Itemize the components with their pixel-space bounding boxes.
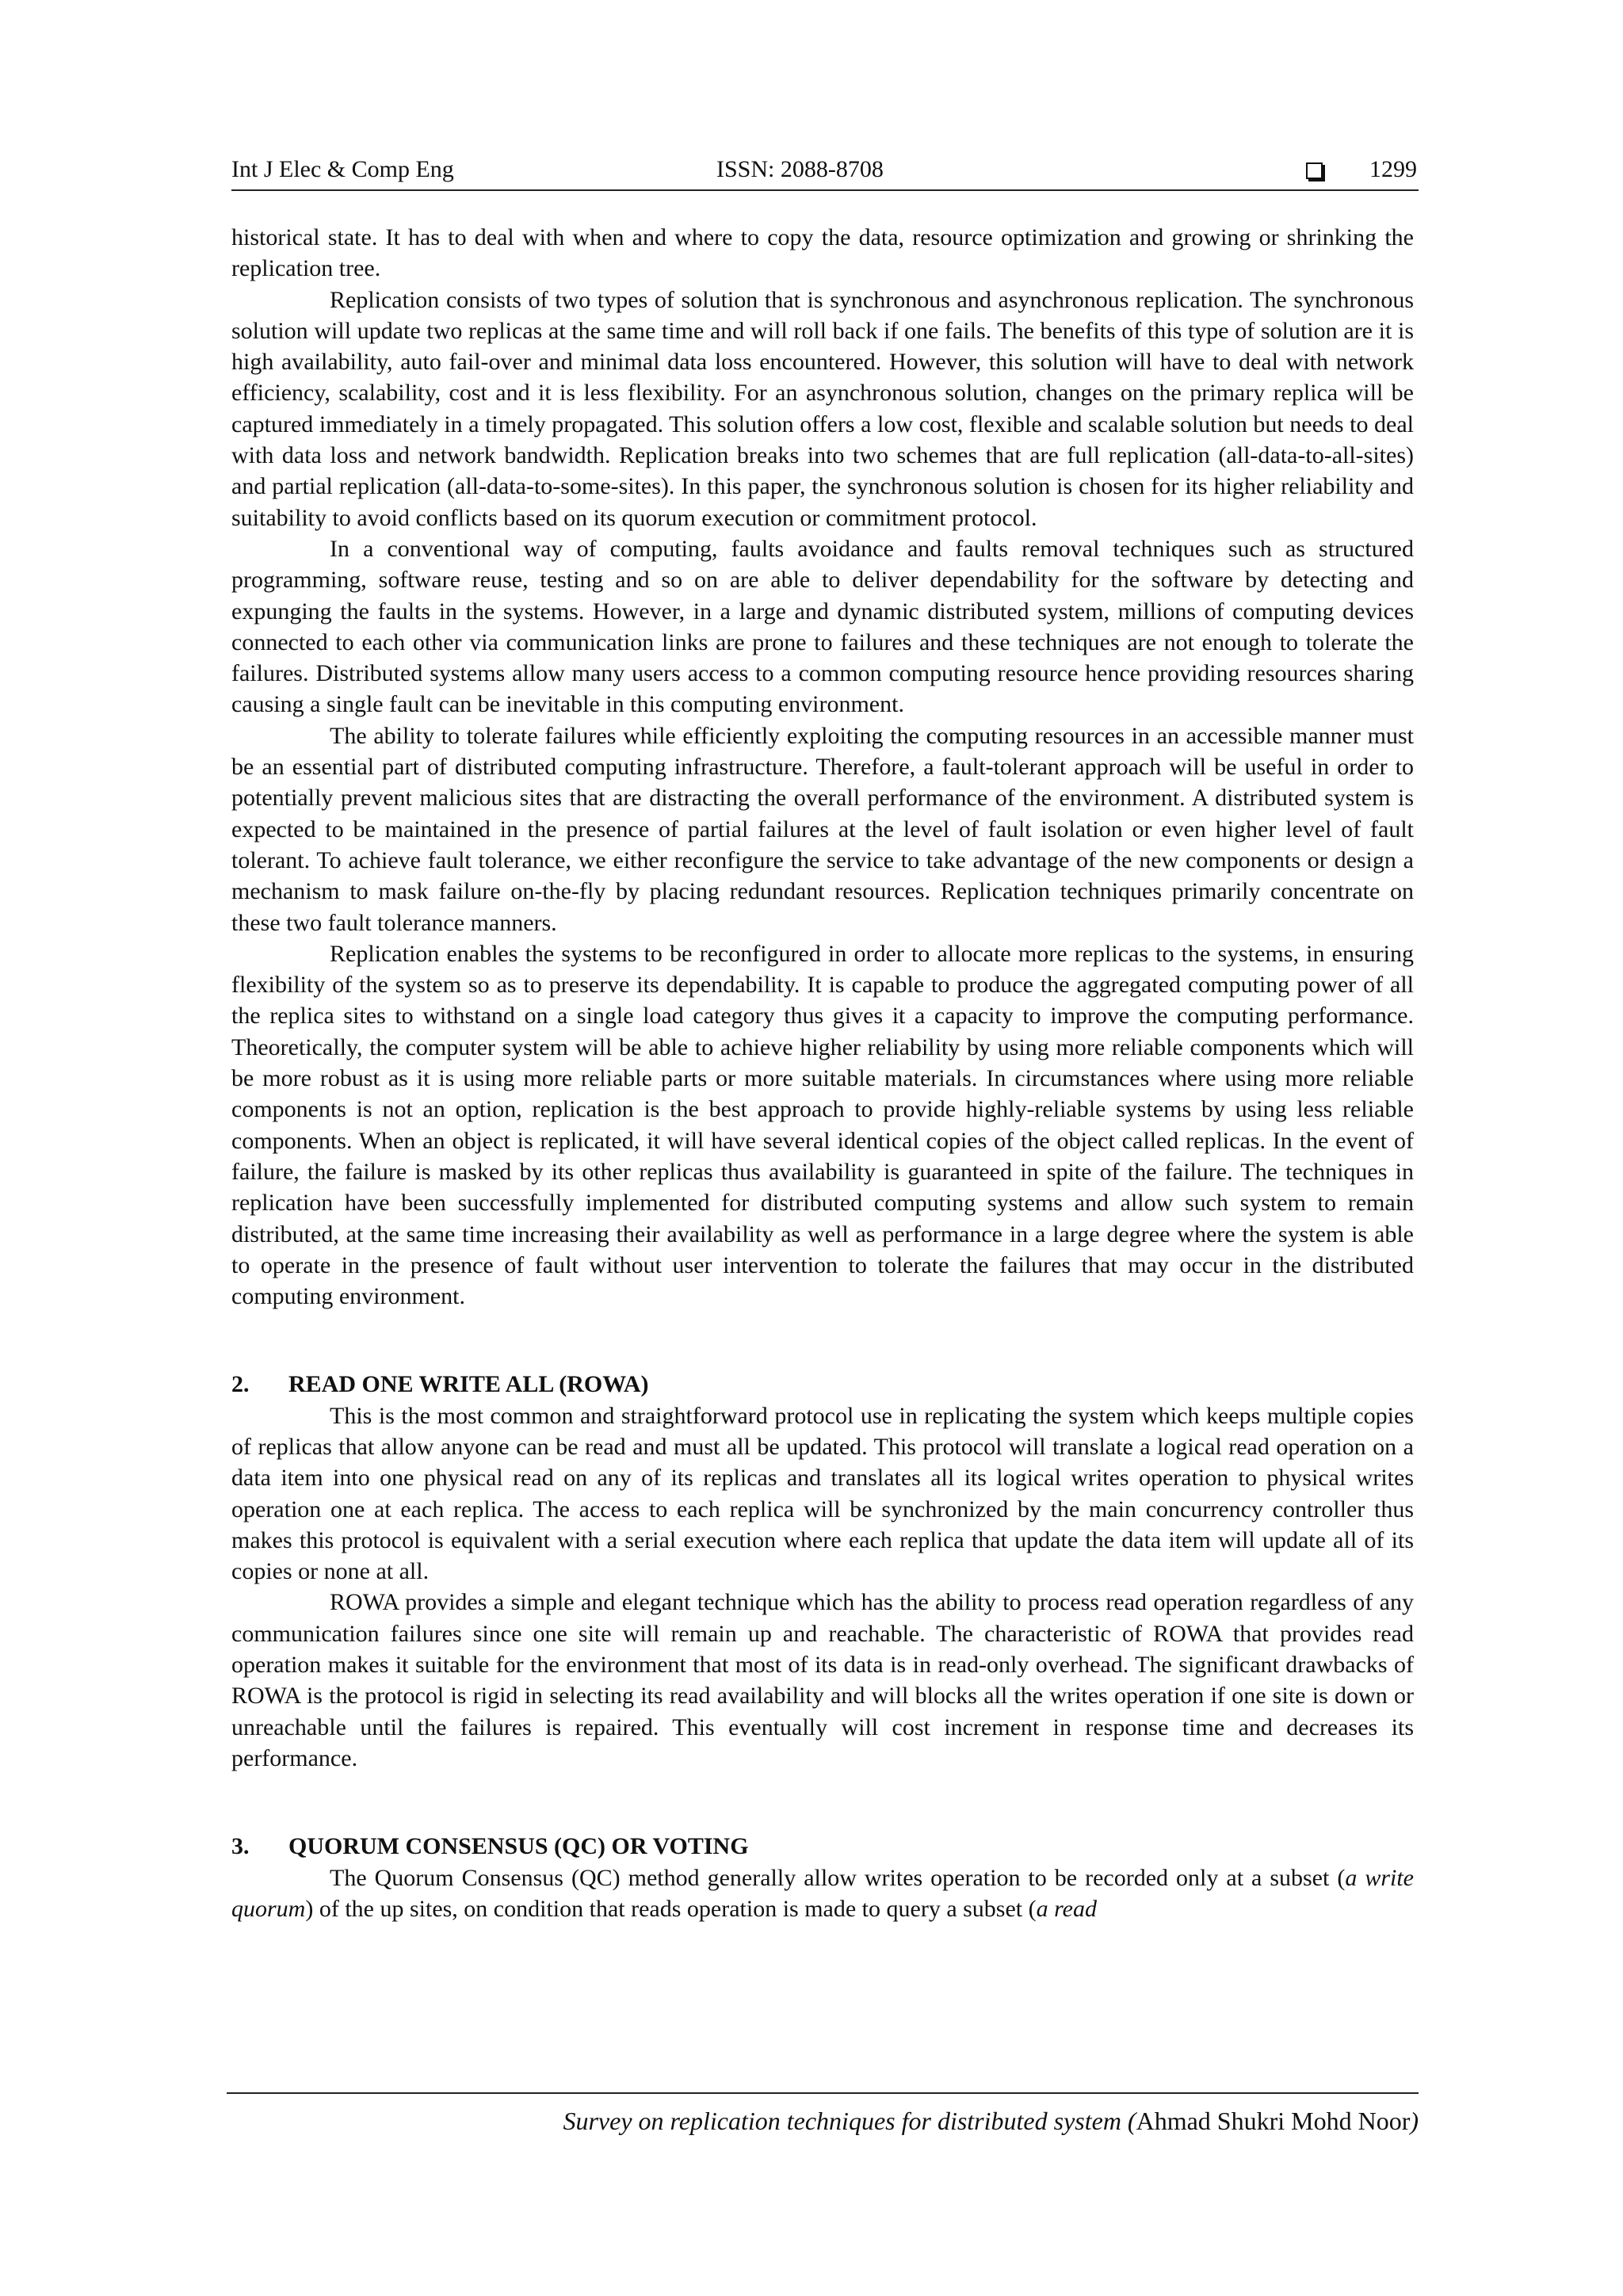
- section-title: QUORUM CONSENSUS (QC) OR VOTING: [288, 1833, 749, 1860]
- running-header: [231, 153, 1419, 191]
- paragraph: Replication enables the systems to be reconfigured in order to allocate more replicas to the systems, in ensuring flexibility of the system so as to preserve its dependability. It is capable to produce the aggregated computing power of all the replica sites to withstand on a single load category thus gives it a capacity to improve the computing performance. Theoretically, the computer system will be able to achieve higher reliability by using more reliable components which will be more robust as it is using more reliable parts or more suitable materials. In circumstances where using more reliable components is not an option, replication is the best approach to provide highly-reliable systems by using less reliable components. When an object is replicated, it will have several identical copies of the object called replicas. In the event of failure, the failure is masked by its other replicas thus availability is guaranteed in spite of the failure. The techniques in replication have been successfully implemented for distributed computing systems and allow such system to remain distributed, at the same time increasing their availability as well as performance in a large degree where the system is able to operate in the presence of fault without user intervention to tolerate the failures that may occur in the distributed computing environment.: [231, 940, 1414, 1310]
- square-box-icon: [1306, 162, 1323, 179]
- paragraph: [231, 1862, 1414, 1925]
- footer-rule: [227, 2092, 1419, 2094]
- paragraph: The ability to tolerate failures while efficiently exploiting the computing resources in an accessible manner must be an essential part of distributed computing infrastructure. Therefore, a fault-tolerant approach will be useful in order to potentially prevent malicious sites that are distracting the overall performance of the environment. A distributed system is expected to be maintained in the presence of partial failures at the level of fault isolation or even higher level of fault tolerant. To achieve fault tolerance, we either reconfigure the service to take advantage of the new components or design a mechanism to mask failure on-the-fly by placing redundant resources. Replication techniques primarily concentrate on these two fault tolerance manners.: [231, 722, 1414, 936]
- page-number: 1299: [1369, 156, 1417, 182]
- text-run: ) of the up sites, on condition that reads operation is made to query a subset (: [305, 1895, 1037, 1922]
- section-title: READ ONE WRITE ALL (ROWA): [288, 1371, 649, 1398]
- journal-name: Int J Elec & Comp Eng: [231, 156, 454, 182]
- paragraph: ROWA provides a simple and elegant technique which has the ability to process read operation regardless of any communication failures since one site will remain up and reachable. The characteristic of ROWA that provides read operation makes it suitable for the environment that most of its data is in read-only overhead. The significant drawbacks of ROWA is the protocol is rigid in selecting its read availability and will blocks all the writes operation if one site is down or unreachable until the failures is repaired. This eventually will cost increment in response time and decreases its performance.: [231, 1589, 1414, 1771]
- issn: ISSN: 2088-8708: [716, 156, 884, 182]
- paragraph: historical state. It has to deal with when and where to copy the data, resource optimization and growing or shrinking the replication tree.: [231, 224, 1414, 282]
- footer-author: Ahmad Shukri Mohd Noor: [1136, 2107, 1411, 2135]
- footer-close: ): [1410, 2107, 1419, 2135]
- section-number: 3.: [231, 1833, 250, 1860]
- section-heading-3: [231, 1831, 1414, 1862]
- footer-title: Survey on replication techniques for distributed system (: [563, 2107, 1136, 2135]
- section-heading-2: [231, 1369, 1414, 1400]
- section-number: 2.: [231, 1371, 250, 1398]
- paragraph: Replication consists of two types of solution that is synchronous and asynchronous replication. The synchronous solution will update two replicas at the same time and will roll back if one fails. The benefits of this type of solution are it is high availability, auto fail-over and minimal data loss encountered. However, this solution will have to deal with network efficiency, scalability, cost and it is less flexibility. For an asynchronous solution, changes on the primary replica will be captured immediately in a timely propagated. This solution offers a low cost, flexible and scalable solution but needs to deal with data loss and network bandwidth. Replication breaks into two schemes that are full replication (all-data-to-all-sites) and partial replication (all-data-to-some-sites). In this paper, the synchronous solution is chosen for its higher reliability and suitability to avoid conflicts based on its quorum execution or commitment protocol.: [231, 286, 1414, 531]
- italic-term: a read: [1036, 1895, 1098, 1922]
- text-run: The Quorum Consensus (QC) method generally allow writes operation to be recorded only at a subset (: [330, 1864, 1346, 1891]
- paragraph: In a conventional way of computing, faults avoidance and faults removal techniques such as structured programming, software reuse, testing and so on are able to deliver dependability for the software by detecting and expunging the faults in the systems. However, in a large and dynamic distributed system, millions of computing devices connected to each other via communication links are prone to failures and these techniques are not enough to tolerate the failures. Distributed systems allow many users access to a common computing resource hence providing resources sharing causing a single fault can be inevitable in this computing environment.: [231, 535, 1414, 718]
- paragraph: This is the most common and straightforward protocol use in replicating the system which keeps multiple copies of replicas that allow anyone can be read and must all be updated. This protocol will translate a logical read operation on a data item into one physical read on any of its replicas and translates all its logical writes operation to physical writes operation one at each replica. The access to each replica will be synchronized by the main concurrency controller thus makes this protocol is equivalent with a serial execution where each replica that update the data item will update all of its copies or none at all.: [231, 1402, 1414, 1585]
- body-text: [231, 222, 1414, 1924]
- italic-term: a write quorum: [231, 1864, 1414, 1922]
- running-footer: [563, 2107, 1419, 2136]
